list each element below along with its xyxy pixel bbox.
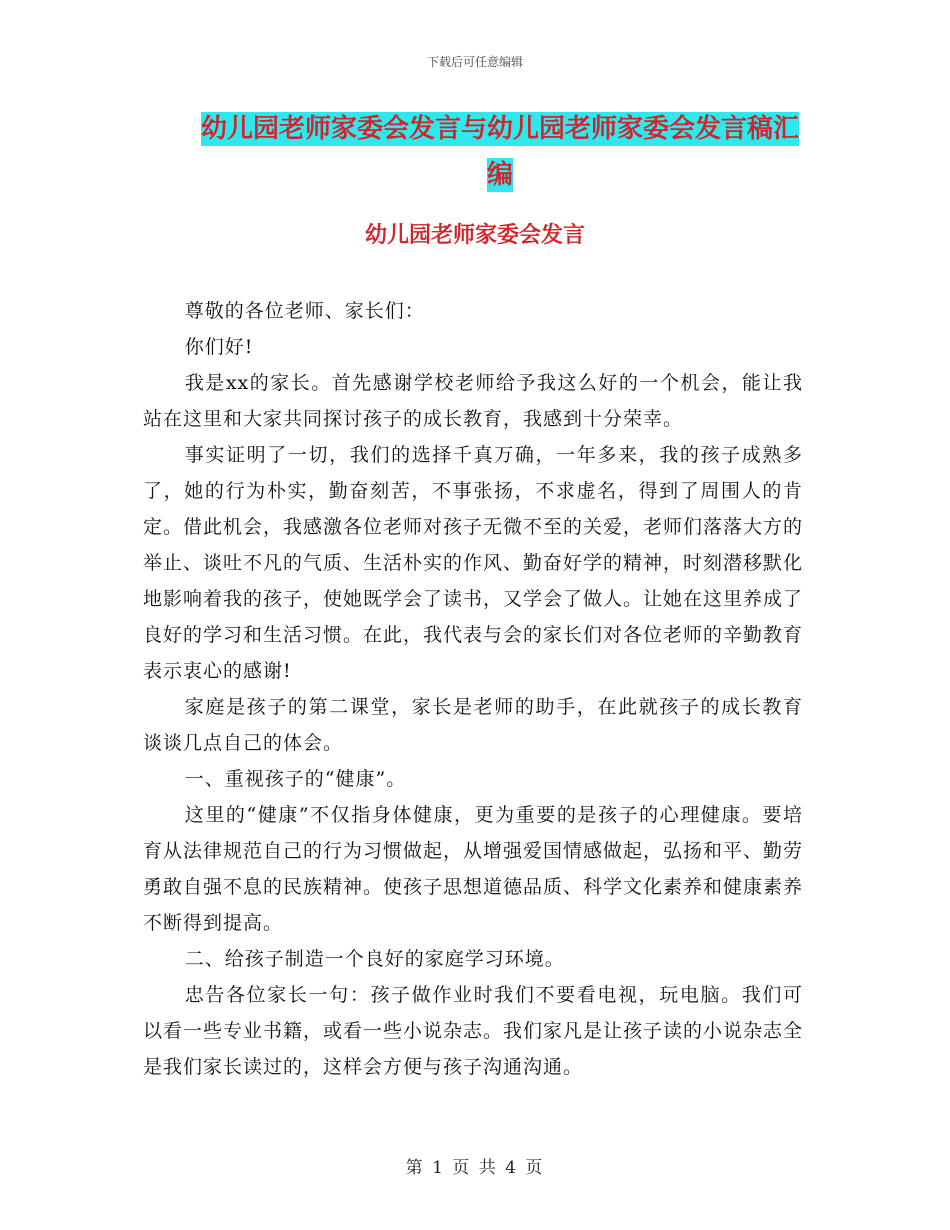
document-title	[190, 106, 810, 198]
paragraph-heading: 二、给孩子制造一个良好的家庭学习环境。	[184, 948, 565, 970]
paragraph: 事实证明了一切，我们的选择千真万确，一年多来，我的孩子成熟多了，她的行为朴实，勤奋刻苦，不事张扬，不求虚名，得到了周围人的肯定。借此机会，我感激各位老师对孩子无微不至的关爱，老师们落落大方的举止、谈吐不凡的气质、生活朴实的作风、勤奋好学的精神，时刻潜移默化地影响着我的孩子，使她既学会了读书，又学会了做人。让她在这里养成了良好的学习和生活习惯。在此，我代表与会的家长们对各位老师的辛勤教育表示衷心的感谢!	[143, 444, 804, 682]
paragraph-greeting: 你们好!	[184, 336, 254, 358]
document-title-text: 幼儿园老师家委会发言与幼儿园老师家委会发言稿汇编	[200, 114, 799, 190]
paragraph: 家庭是孩子的第二课堂，家长是老师的助手，在此就孩子的成长教育谈谈几点自己的体会。	[143, 696, 803, 754]
paragraph-heading: 一、重视孩子的“健康”。	[184, 768, 407, 790]
paragraph: 我是xx的家长。首先感谢学校老师给予我这么好的一个机会，能让我站在这里和大家共同探讨孩子的成长教育，我感到十分荣幸。	[143, 372, 803, 430]
paragraph-salutation: 尊敬的各位老师、家长们：	[184, 300, 425, 322]
page-header-note: 下载后可任意编辑	[426, 55, 523, 69]
page-number: 第 1 页 共 4 页	[405, 1158, 545, 1178]
document-body	[143, 293, 803, 1085]
paragraph: 这里的“健康”不仅指身体健康，更为重要的是孩子的心理健康。要培育从法律规范自己的行为习惯做起，从增强爱国情感做起，弘扬和平、勤劳勇敢自强不息的民族精神。使孩子思想道德品质、科学文化素养和健康素养不断得到提高。	[143, 804, 804, 934]
section-title: 幼儿园老师家委会发言	[364, 223, 585, 248]
paragraph: 忠告各位家长一句：孩子做作业时我们不要看电视，玩电脑。我们可以看一些专业书籍，或看一些小说杂志。我们家凡是让孩子读的小说杂志全是我们家长读过的，这样会方便与孩子沟通沟通。	[143, 984, 804, 1078]
